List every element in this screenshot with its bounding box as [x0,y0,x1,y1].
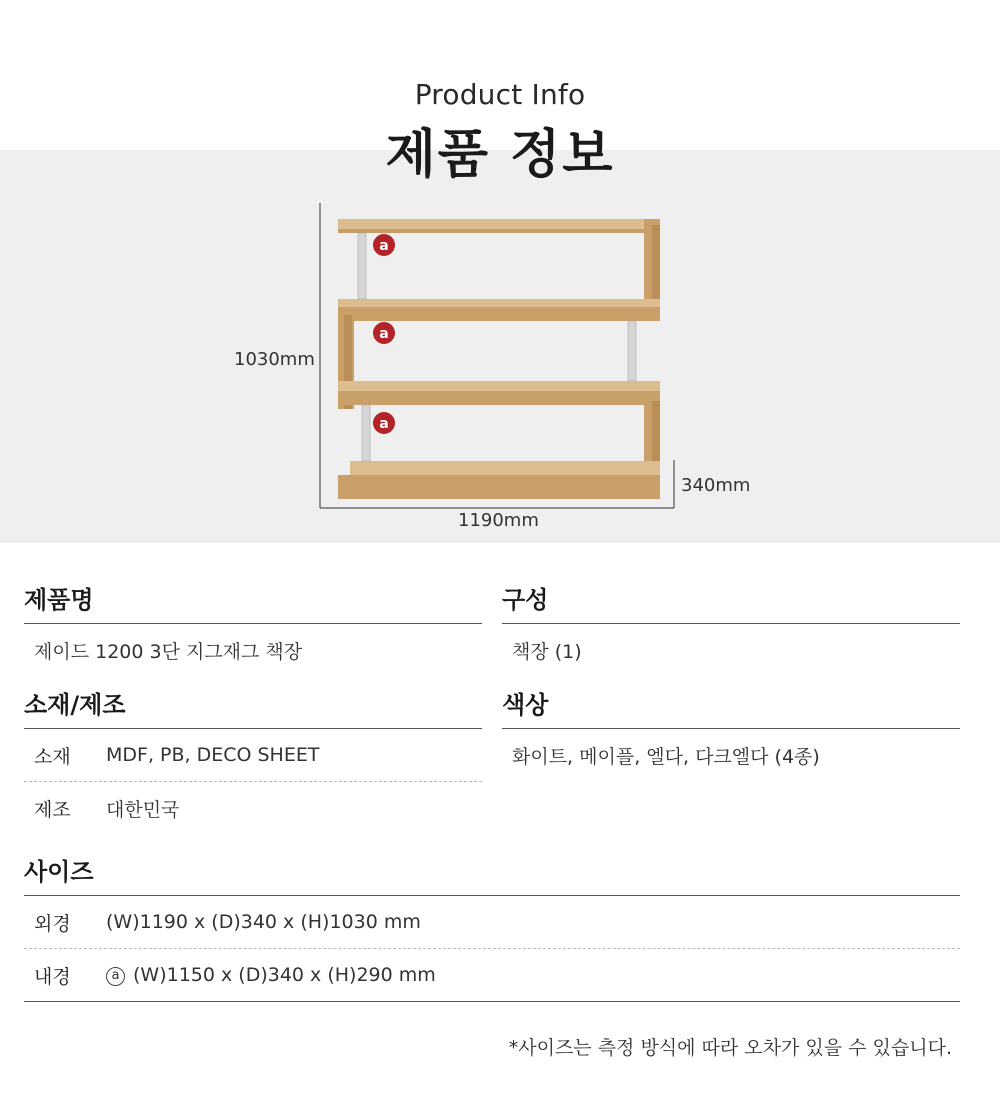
svg-text:a: a [379,416,389,432]
product-diagram [220,195,780,540]
spec-left-column [24,580,482,835]
spec-right-column [502,580,960,782]
shelf-bottom [338,461,660,499]
outer-size-value: (W)1190 x (D)340 x (H)1030 mm [106,911,421,933]
product-name-title: 제품명 [24,580,482,624]
inner-size-row [24,949,960,1002]
support-poles [358,233,636,461]
outer-size-row [24,896,960,949]
marker-a-1 [373,234,395,256]
inner-size-value: (W)1150 x (D)340 x (H)290 mm [133,964,436,986]
material-row [24,729,482,782]
size-section [24,852,960,1002]
section-title-ko: 제품 정보 [385,125,615,185]
product-name-value: 제이드 1200 3단 지그재그 책장 [34,641,303,663]
svg-text:a: a [379,238,389,254]
manufacture-value: 대한민국 [106,799,180,821]
width-label: 1190mm [458,510,539,531]
color-title: 색상 [502,685,960,729]
size-disclaimer: *사이즈는 측정 방식에 따라 오차가 있을 수 있습니다. [508,1037,952,1059]
material-value: MDF, PB, DECO SHEET [106,744,320,766]
material-title: 소재/제조 [24,685,482,729]
manufacture-row [24,782,482,835]
svg-text:a: a [379,326,389,342]
depth-label: 340mm [681,475,751,496]
composition-value: 책장 (1) [512,641,582,663]
marker-a-3 [373,412,395,434]
composition-row [502,624,960,677]
color-value: 화이트, 메이플, 엘다, 다크엘다 (4종) [512,746,820,768]
color-row [502,729,960,782]
section-title-en: Product Info [414,78,586,111]
inner-size-value-wrap [106,964,436,986]
outer-size-key: 외경 [34,912,71,935]
composition-title: 구성 [502,580,960,624]
marker-a-2 [373,322,395,344]
material-key: 소재 [34,745,71,768]
product-name-row [24,624,482,677]
manufacture-key: 제조 [34,799,71,821]
height-label: 1030mm [234,349,315,370]
size-title: 사이즈 [24,852,960,896]
inner-size-marker-icon: a [106,967,125,986]
inner-size-key: 내경 [34,965,71,988]
